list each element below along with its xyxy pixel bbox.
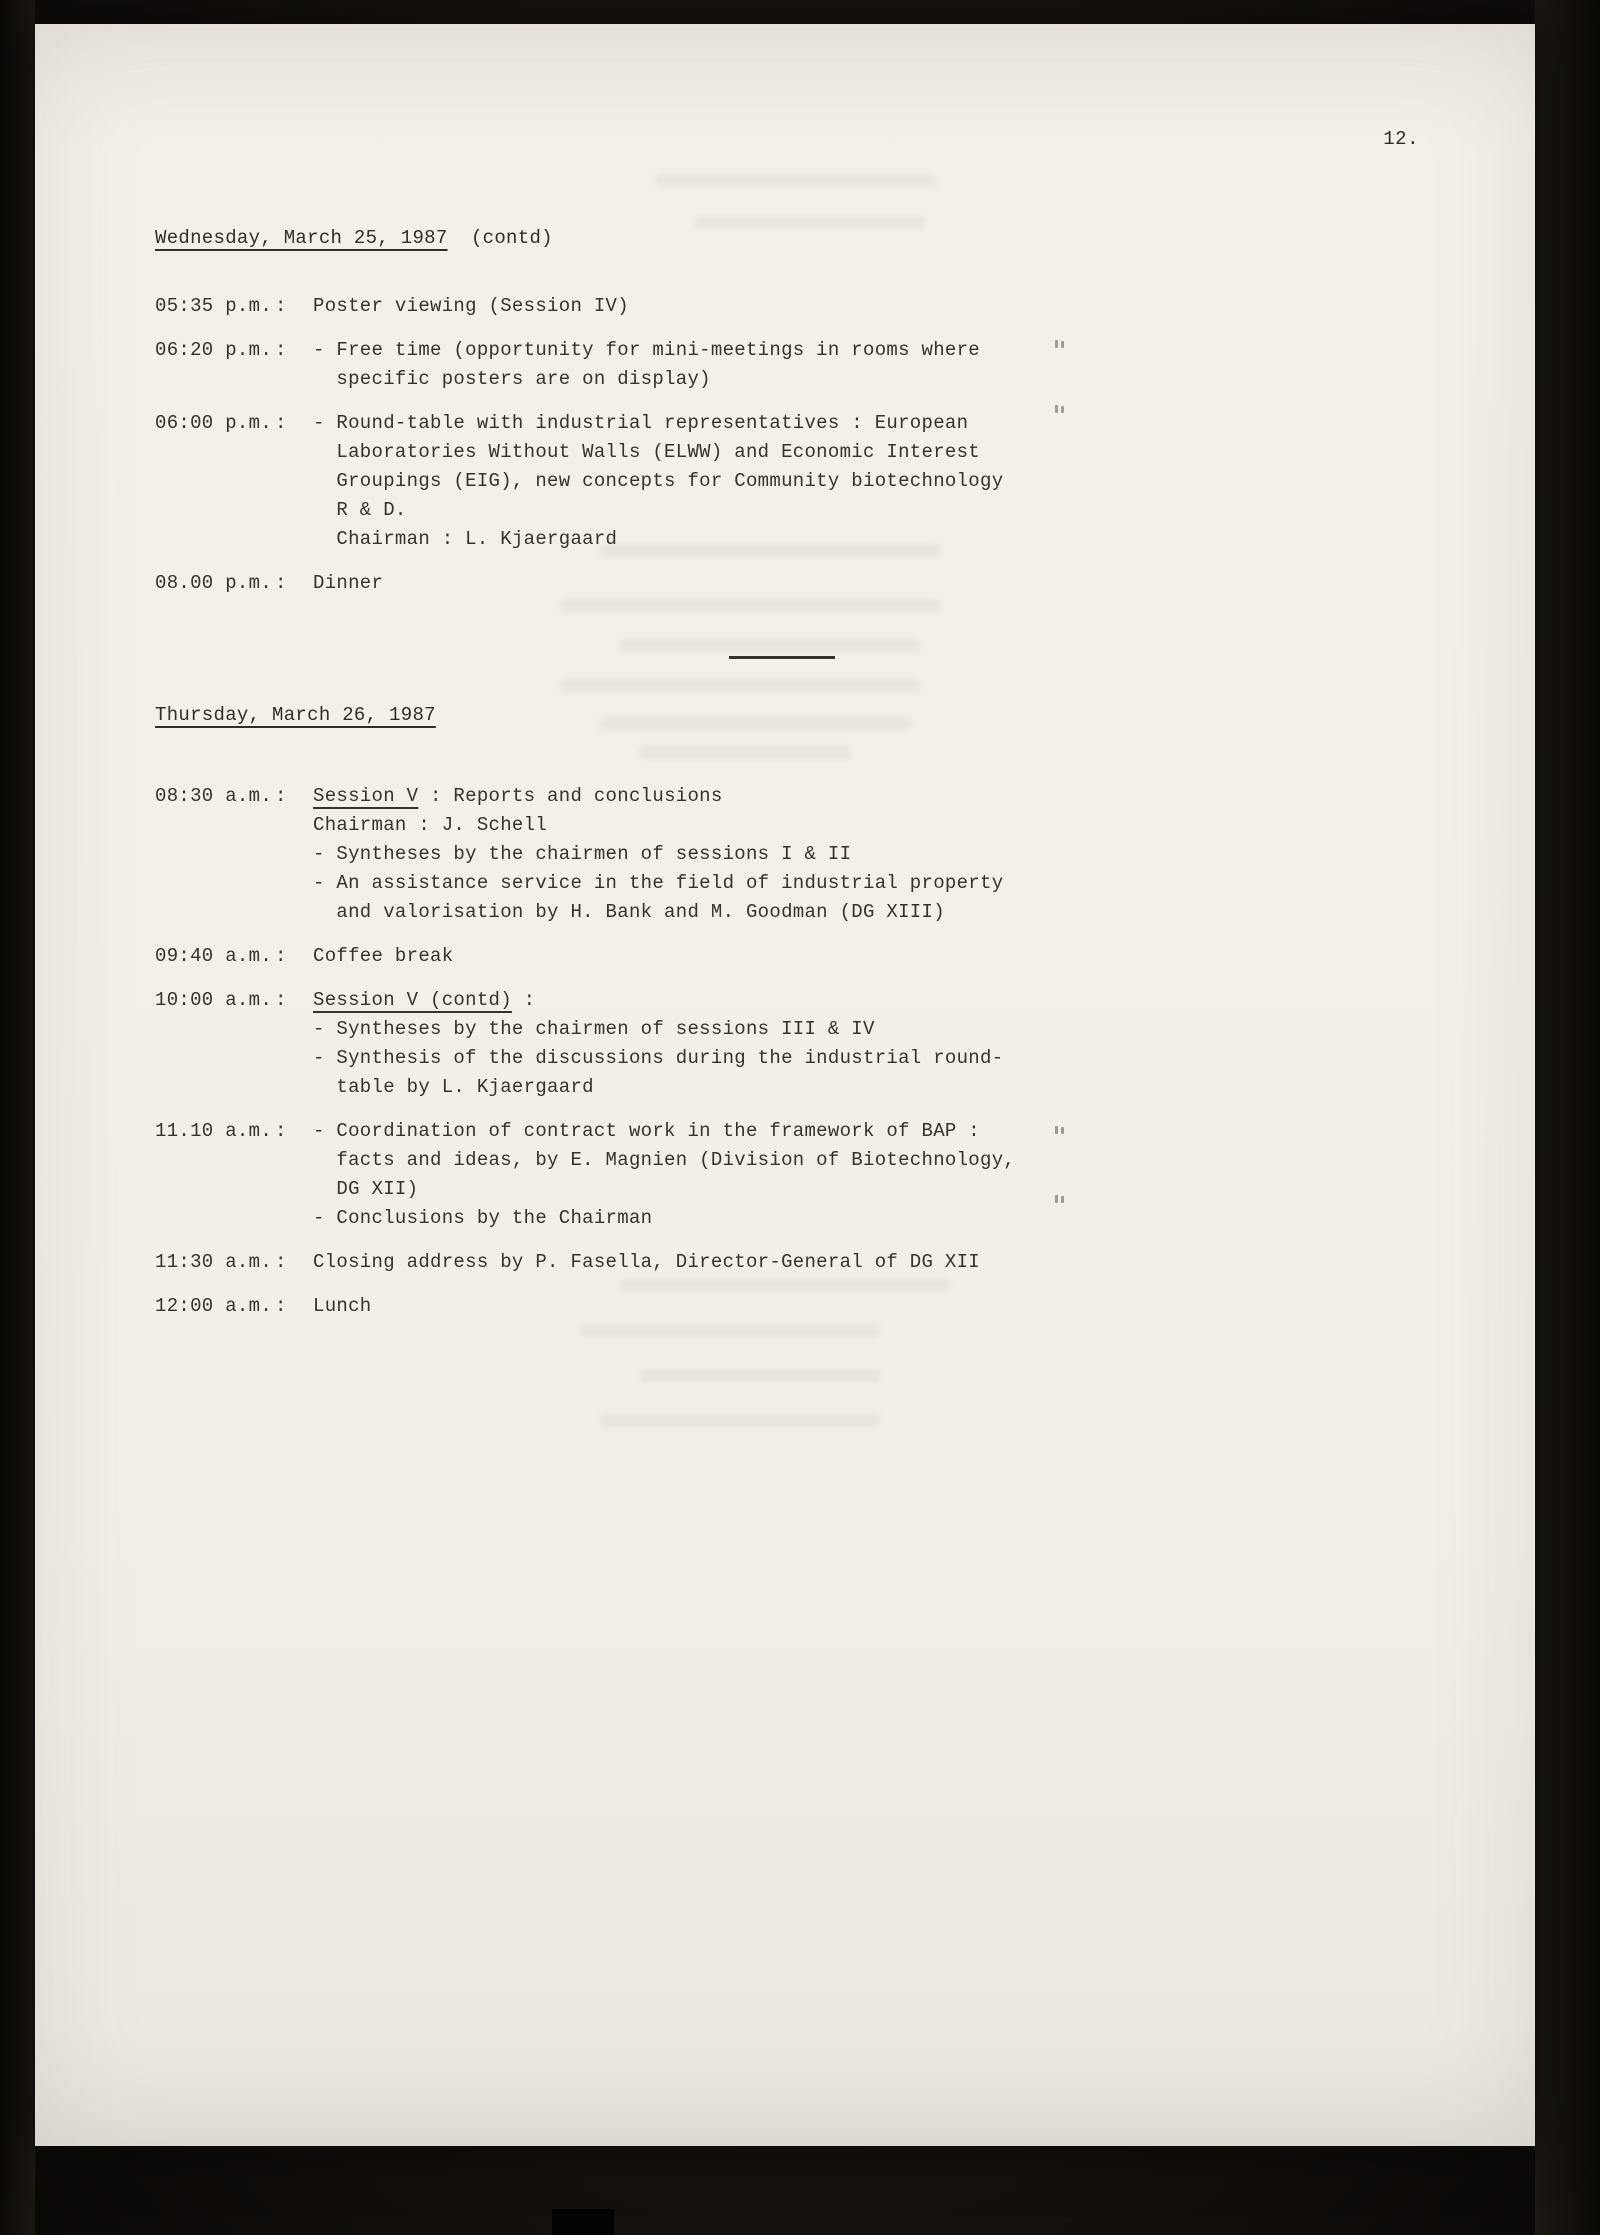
bleed-through-artifact [640, 746, 850, 759]
scan-edge-left [0, 0, 35, 2235]
entry-line [313, 438, 1445, 467]
entry-line [313, 569, 1445, 598]
bleed-through-artifact [620, 639, 920, 652]
text-segment: facts and ideas, by E. Magnien (Division of Biotechnology, [313, 1149, 1016, 1171]
text-segment: : [511, 989, 536, 1011]
text-segment: and valorisation by H. Bank and M. Goodman (DG XIII) [313, 901, 945, 923]
entry-time: 12:00 a.m. [155, 1295, 273, 1317]
bleed-through-artifact [600, 717, 910, 730]
text-segment: R & D. [313, 499, 407, 521]
scan-mark [1055, 405, 1058, 413]
text-segment: - Synthesis of the discussions during the industrial round- [313, 1047, 1004, 1069]
entry-list [155, 782, 1445, 1321]
schedule-entry [155, 986, 1445, 1102]
text-segment: Dinner [313, 572, 384, 594]
text-segment: - Syntheses by the chairmen of sessions I & II [313, 843, 852, 865]
text-segment: Lunch [313, 1295, 372, 1317]
entry-time: 11:30 a.m. [155, 1251, 273, 1273]
schedule-content [155, 224, 1445, 1336]
text-segment: Laboratories Without Walls (ELWW) and Economic Interest [313, 441, 981, 463]
text-segment: Coffee break [313, 945, 454, 967]
text-segment: Chairman : J. Schell [313, 814, 548, 836]
entry-text [313, 409, 1445, 554]
section-heading-date: Thursday, March 26, 1987 [155, 704, 436, 726]
entry-line [313, 409, 1445, 438]
entry-colon: : [275, 945, 287, 967]
entry-line [313, 1248, 1445, 1277]
entry-line [313, 1204, 1445, 1233]
entry-line [313, 1015, 1445, 1044]
text-segment: table by L. Kjaergaard [313, 1076, 594, 1098]
bleed-through-artifact [640, 1369, 880, 1382]
document-page [35, 24, 1535, 2146]
entry-text [313, 942, 1445, 971]
schedule-entry [155, 782, 1445, 927]
entry-line [313, 1175, 1445, 1204]
scan-edge-right [1535, 0, 1600, 2235]
text-segment: - An assistance service in the field of industrial property [313, 872, 1004, 894]
entry-time: 11.10 a.m. [155, 1120, 273, 1142]
entry-colon: : [275, 412, 287, 434]
schedule-entry [155, 292, 1445, 321]
entry-line [313, 840, 1445, 869]
scan-mark [1055, 1126, 1058, 1134]
entry-text [313, 1292, 1445, 1321]
entry-colon: : [275, 1295, 287, 1317]
schedule-entry [155, 336, 1445, 394]
bleed-through-artifact [560, 599, 940, 612]
entry-line [313, 1146, 1445, 1175]
section-heading-suffix: (contd) [447, 227, 553, 249]
scan-mark [1055, 1195, 1058, 1203]
entry-line [313, 811, 1445, 840]
text-segment: DG XII) [313, 1178, 419, 1200]
section-divider [729, 656, 835, 659]
underlined-text-segment: Session V (contd) [313, 989, 512, 1011]
bleed-through-artifact [695, 216, 925, 229]
scan-artifact-notch [552, 2209, 614, 2235]
entry-text [313, 292, 1445, 321]
entry-line [313, 986, 1445, 1015]
bleed-through-artifact [560, 679, 920, 692]
text-segment: - Conclusions by the Chairman [313, 1207, 653, 1229]
bleed-through-artifact [580, 1324, 880, 1337]
entry-text [313, 986, 1445, 1102]
entry-line [313, 869, 1445, 898]
entry-colon: : [275, 785, 287, 807]
bleed-through-artifact [655, 174, 935, 187]
text-segment: - Syntheses by the chairmen of sessions III & IV [313, 1018, 875, 1040]
entry-time: 05:35 p.m. [155, 295, 273, 317]
bleed-through-artifact [600, 1414, 880, 1427]
entry-colon: : [275, 989, 287, 1011]
text-segment: Poster viewing (Session IV) [313, 295, 629, 317]
schedule-entry [155, 1117, 1445, 1233]
entry-text [313, 782, 1445, 927]
entry-line [313, 1292, 1445, 1321]
text-segment: - Free time (opportunity for mini-meetings in rooms where [313, 339, 981, 361]
schedule-entry [155, 942, 1445, 971]
text-segment: - Round-table with industrial representatives : European [313, 412, 969, 434]
entry-line [313, 1044, 1445, 1073]
entry-colon: : [275, 572, 287, 594]
schedule-entry [155, 409, 1445, 554]
entry-line [313, 942, 1445, 971]
entry-time: 08:30 a.m. [155, 785, 273, 807]
entry-time: 09:40 a.m. [155, 945, 273, 967]
entry-line [313, 336, 1445, 365]
text-segment: Groupings (EIG), new concepts for Community biotechnology [313, 470, 1004, 492]
entry-line [313, 898, 1445, 927]
entry-time: 08.00 p.m. [155, 572, 273, 594]
page-number: 12. [1383, 128, 1419, 150]
entry-line [313, 292, 1445, 321]
entry-text [313, 1248, 1445, 1277]
text-segment: : Reports and conclusions [418, 785, 723, 807]
scan-mark [1055, 340, 1058, 348]
entry-time: 10:00 a.m. [155, 989, 273, 1011]
entry-time: 06:00 p.m. [155, 412, 273, 434]
schedule-entry [155, 1248, 1445, 1277]
schedule-entry [155, 1292, 1445, 1321]
section-heading-date: Wednesday, March 25, 1987 [155, 227, 448, 249]
entry-line [313, 365, 1445, 394]
text-segment: specific posters are on display) [313, 368, 711, 390]
entry-line [313, 496, 1445, 525]
entry-line [313, 467, 1445, 496]
entry-colon: : [275, 339, 287, 361]
entry-time: 06:20 p.m. [155, 339, 273, 361]
bleed-through-artifact [620, 1279, 950, 1292]
entry-line [313, 1117, 1445, 1146]
entry-line [313, 1073, 1445, 1102]
underlined-text-segment: Session V [313, 785, 419, 807]
entry-colon: : [275, 295, 287, 317]
entry-text [313, 336, 1445, 394]
text-segment: Chairman : L. Kjaergaard [313, 528, 618, 550]
entry-text [313, 569, 1445, 598]
bleed-through-artifact [600, 544, 940, 557]
entry-text [313, 1117, 1445, 1233]
entry-colon: : [275, 1120, 287, 1142]
schedule-entry [155, 569, 1445, 598]
entry-line [313, 782, 1445, 811]
entry-colon: : [275, 1251, 287, 1273]
text-segment: Closing address by P. Fasella, Director-General of DG XII [313, 1251, 981, 1273]
text-segment: - Coordination of contract work in the framework of BAP : [313, 1120, 981, 1142]
